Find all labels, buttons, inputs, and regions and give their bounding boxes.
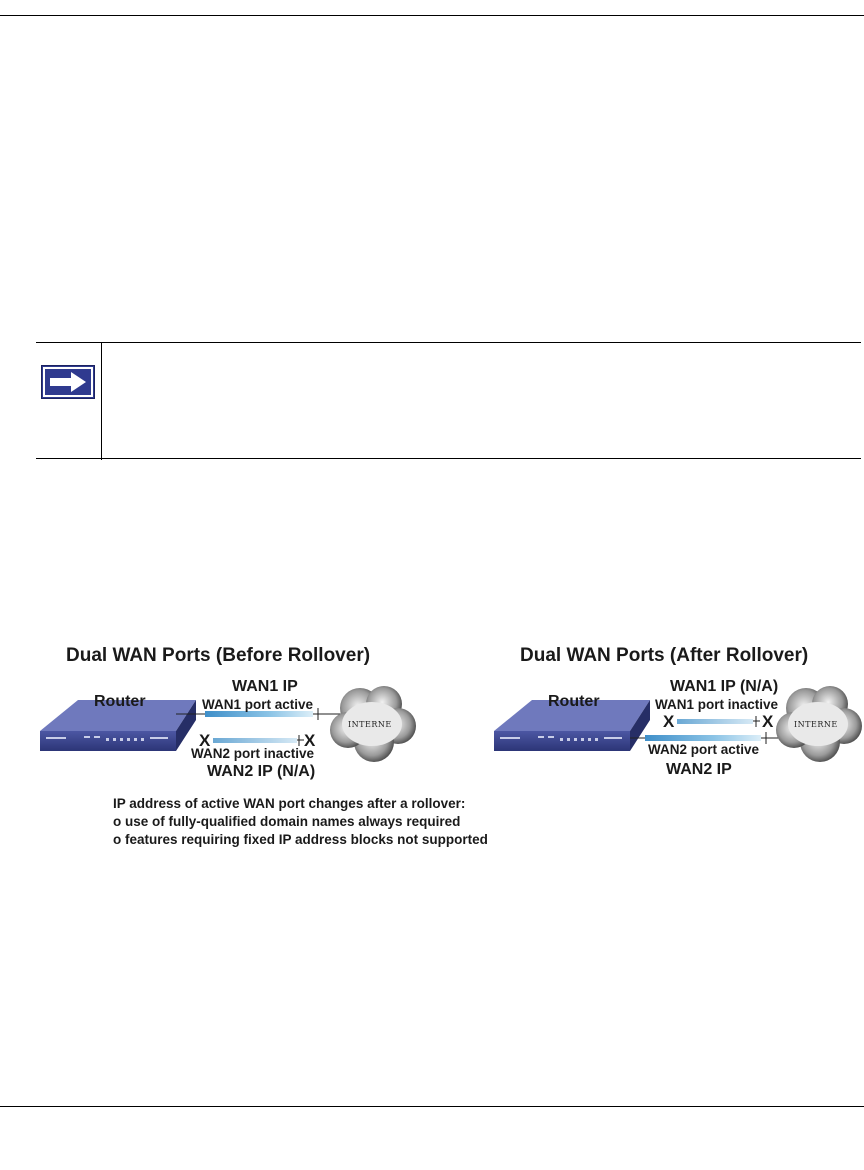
wan1-ip-before: WAN1 IP (232, 678, 298, 695)
figure-caption-line-2: o use of fully-qualified domain names always required (113, 814, 461, 829)
after-rollover-title: Dual WAN Ports (After Rollover) (520, 645, 809, 666)
figure-graphics (0, 600, 864, 870)
before-rollover-title: Dual WAN Ports (Before Rollover) (66, 645, 371, 666)
wan2-cable-after (645, 735, 761, 741)
wan2-port-status-after: WAN2 port active (648, 742, 760, 757)
wan2-port-status-before: WAN2 port inactive (191, 746, 315, 761)
x-mark-before-left: X (199, 731, 211, 750)
internet-cloud-before (330, 686, 416, 762)
wan2-ip-before: WAN2 IP (N/A) (207, 763, 316, 780)
figure-caption-line-3: o features requiring fixed IP address blocks not supported (113, 832, 488, 847)
wan1-port-status-before: WAN1 port active (202, 697, 314, 712)
wan2-cable-before (213, 738, 297, 743)
x-mark-before-right: X (304, 731, 316, 750)
dual-wan-rollover-figure (0, 600, 864, 870)
wan1-cable-after (677, 719, 753, 724)
wan2-ip-after: WAN2 IP (666, 761, 732, 778)
figure-caption-line-1: IP address of active WAN port changes after a rollover: (113, 796, 466, 811)
internet-cloud-after (776, 686, 862, 762)
arrow-right-icon (41, 365, 95, 399)
router-label-after: Router (548, 693, 600, 710)
x-mark-after-right: X (762, 712, 774, 731)
x-mark-after-left: X (663, 712, 675, 731)
wan1-port-status-after: WAN1 port inactive (655, 697, 779, 712)
router-label-before: Router (94, 693, 146, 710)
note-box (36, 342, 861, 459)
wan1-ip-after: WAN1 IP (N/A) (670, 678, 779, 695)
internet-label-before: INTERNE (348, 720, 392, 729)
footer-rule (0, 1106, 864, 1107)
note-divider (101, 343, 102, 460)
internet-label-after: INTERNE (794, 720, 838, 729)
header-rule (0, 15, 864, 16)
